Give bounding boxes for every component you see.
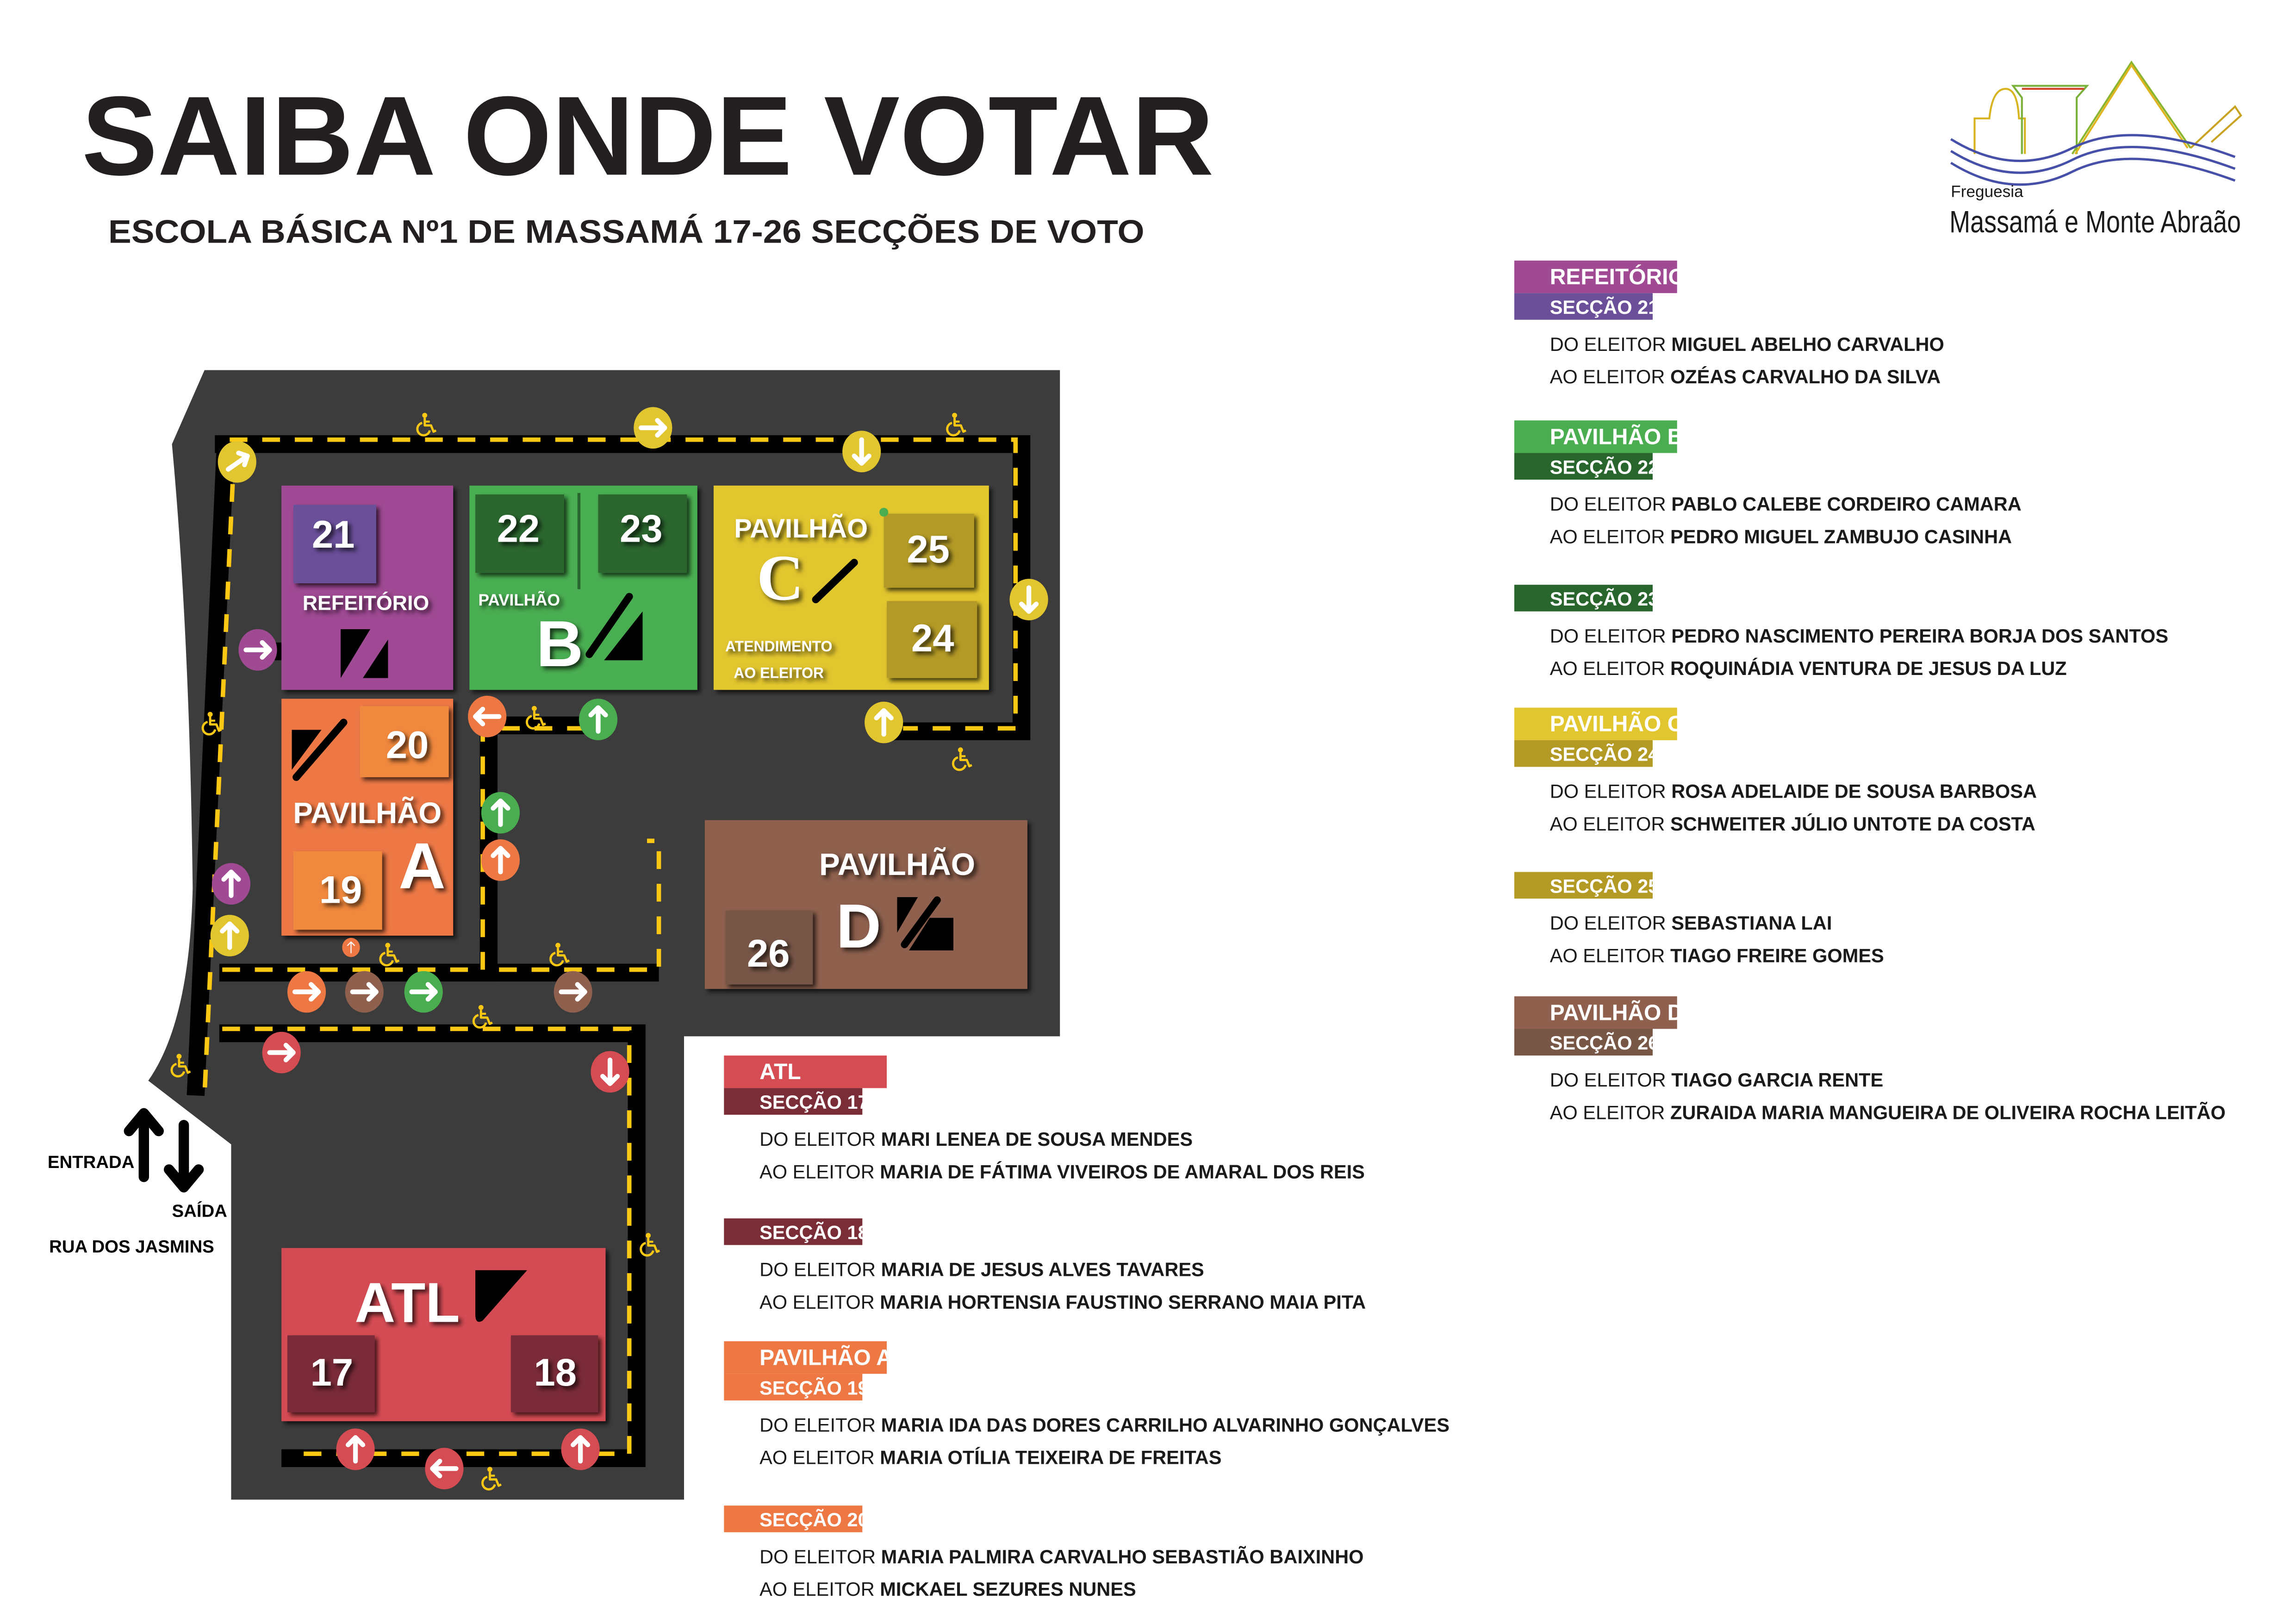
legend-to bbox=[759, 1447, 1221, 1468]
exit-arrow-down-icon bbox=[169, 1125, 199, 1187]
logo-line1: Freguesia bbox=[1951, 182, 2023, 201]
atl-label: ATL bbox=[355, 1271, 460, 1334]
arrow-up-icon bbox=[211, 915, 249, 956]
legend-from bbox=[1550, 781, 2037, 802]
room-17: 17 bbox=[310, 1351, 354, 1394]
arrow-right-icon bbox=[634, 407, 672, 449]
legend-section: SECÇÃO 26 CN bbox=[1549, 1032, 1692, 1054]
legend-from bbox=[1550, 1069, 1884, 1091]
arrow-right-icon bbox=[238, 629, 277, 671]
to-name: ZURAIDA MARIA MANGUEIRA DE OLIVEIRA ROCHA LEITÃO bbox=[1670, 1101, 2226, 1124]
from-name: ROSA ADELAIDE DE SOUSA BARBOSA bbox=[1671, 780, 2037, 802]
arrow-right-icon bbox=[287, 971, 326, 1013]
room-19: 19 bbox=[319, 868, 362, 912]
legend-section: SECÇÃO 22 bbox=[1549, 456, 1659, 478]
from-name: MARIA IDA DAS DORES CARRILHO ALVARINHO GONÇALVES bbox=[881, 1414, 1450, 1436]
building-refeitorio[interactable] bbox=[281, 486, 453, 690]
legend-section: SECÇÃO 18 bbox=[759, 1221, 869, 1243]
arrow-right-icon bbox=[345, 971, 384, 1013]
from-name: MARIA DE JESUS ALVES TAVARES bbox=[881, 1258, 1204, 1280]
to-prefix: AO ELEITOR bbox=[1549, 366, 1670, 388]
pavilhao-a-letter: A bbox=[398, 829, 446, 902]
from-prefix: DO ELEITOR bbox=[1549, 1069, 1672, 1091]
legend-from bbox=[759, 1259, 1204, 1280]
room-24: 24 bbox=[911, 617, 954, 660]
room-20: 20 bbox=[386, 723, 429, 767]
legend-building: PAVILHÃO C bbox=[1549, 712, 1684, 737]
legend-to bbox=[1550, 1102, 2226, 1124]
arrow-up-right-icon bbox=[218, 441, 256, 483]
room-22: 22 bbox=[497, 507, 540, 550]
from-prefix: DO ELEITOR bbox=[1549, 912, 1672, 934]
from-name: TIAGO GARCIA RENTE bbox=[1671, 1069, 1884, 1091]
room-23: 23 bbox=[620, 507, 663, 550]
legend-to bbox=[1550, 366, 1941, 387]
arrow-left-icon bbox=[425, 1448, 463, 1489]
legend-entry bbox=[1514, 708, 2037, 835]
legend-from bbox=[1550, 625, 2168, 647]
legend-entry bbox=[1514, 585, 2168, 679]
legend-to bbox=[759, 1578, 1136, 1600]
from-prefix: DO ELEITOR bbox=[1549, 780, 1672, 802]
to-name: OZÉAS CARVALHO DA SILVA bbox=[1670, 366, 1941, 388]
from-name: MARI LENEA DE SOUSA MENDES bbox=[881, 1128, 1193, 1150]
from-prefix: DO ELEITOR bbox=[759, 1258, 881, 1280]
to-name: MICKAEL SEZURES NUNES bbox=[880, 1578, 1136, 1600]
page-title: SAIBA ONDE VOTAR bbox=[81, 73, 1214, 199]
legend-entry bbox=[1514, 420, 2022, 547]
legend-section: SECÇÃO 24 bbox=[1549, 743, 1659, 765]
entrance bbox=[48, 1113, 227, 1257]
from-prefix: DO ELEITOR bbox=[759, 1414, 881, 1436]
to-prefix: AO ELEITOR bbox=[1549, 657, 1670, 680]
room-18: 18 bbox=[534, 1351, 577, 1394]
legend-from bbox=[1550, 912, 1832, 934]
legend-section: SECÇÃO 23 bbox=[1549, 587, 1659, 610]
legend-to bbox=[1550, 813, 2035, 835]
building-pavilhao-b[interactable] bbox=[469, 486, 697, 690]
legend-from bbox=[1550, 493, 2022, 515]
page-subtitle: ESCOLA BÁSICA Nº1 DE MASSAMÁ 17-26 SECÇÕES DE VOTO bbox=[108, 213, 1145, 250]
logo-line2: Massamá e Monte Abraão bbox=[1949, 205, 2241, 240]
to-name: SCHWEITER JÚLIO UNTOTE DA COSTA bbox=[1670, 812, 2035, 835]
from-prefix: DO ELEITOR bbox=[1549, 625, 1672, 647]
legend-entry bbox=[724, 1218, 1366, 1313]
from-name: MARIA PALMIRA CARVALHO SEBASTIÃO BAIXINHO bbox=[881, 1545, 1364, 1568]
legend-entry bbox=[724, 1341, 1450, 1468]
legend-building: ATL bbox=[759, 1060, 801, 1085]
arrow-up-icon bbox=[865, 702, 903, 743]
to-prefix: AO ELEITOR bbox=[1549, 944, 1670, 967]
saida-label: SAÍDA bbox=[172, 1201, 227, 1221]
pavilhao-c-word: PAVILHÃO bbox=[734, 513, 868, 543]
arrow-left-icon bbox=[468, 696, 506, 737]
street-label: RUA DOS JASMINS bbox=[49, 1237, 214, 1257]
room-21: 21 bbox=[311, 513, 355, 556]
legend-to bbox=[1550, 945, 1884, 967]
pavilhao-a-word: PAVILHÃO bbox=[293, 796, 442, 830]
to-name: MARIA HORTENSIA FAUSTINO SERRANO MAIA PITA bbox=[880, 1291, 1366, 1313]
from-name: SEBASTIANA LAI bbox=[1671, 912, 1832, 934]
room-26: 26 bbox=[747, 932, 790, 975]
to-prefix: AO ELEITOR bbox=[1549, 525, 1670, 548]
legend-building: PAVILHÃO A bbox=[759, 1345, 892, 1370]
arrow-up-icon bbox=[336, 1429, 375, 1470]
arrow-up-icon bbox=[579, 699, 617, 740]
legend-entry bbox=[1514, 996, 2226, 1123]
legend-section: SECÇÃO 25 bbox=[1549, 875, 1659, 897]
to-prefix: AO ELEITOR bbox=[759, 1446, 880, 1468]
to-prefix: AO ELEITOR bbox=[759, 1161, 880, 1183]
legend-building: PAVILHÃO D bbox=[1549, 1000, 1684, 1025]
to-prefix: AO ELEITOR bbox=[759, 1578, 880, 1600]
from-name: PEDRO NASCIMENTO PEREIRA BORJA DOS SANTOS bbox=[1671, 625, 2169, 647]
legend-to bbox=[1550, 657, 2067, 679]
legend-entry bbox=[1514, 261, 1944, 387]
pavilhao-c-letter: C bbox=[757, 542, 804, 614]
legend-entry bbox=[724, 1056, 1365, 1182]
legend-building: REFEITÓRIO bbox=[1549, 264, 1686, 289]
arrow-down-icon bbox=[842, 431, 881, 472]
to-prefix: AO ELEITOR bbox=[1549, 1101, 1670, 1124]
legend-section: SECÇÃO 17 bbox=[759, 1091, 869, 1113]
arrow-up-icon bbox=[561, 1429, 600, 1470]
arrow-right-icon bbox=[404, 971, 443, 1013]
to-prefix: AO ELEITOR bbox=[1549, 812, 1670, 835]
arrow-down-icon bbox=[591, 1051, 629, 1093]
building-pavilhao-d[interactable] bbox=[705, 820, 1027, 989]
from-prefix: DO ELEITOR bbox=[759, 1545, 881, 1568]
arrow-up-icon bbox=[342, 938, 360, 957]
pavilhao-b-letter: B bbox=[536, 607, 584, 681]
arrow-right-icon bbox=[262, 1032, 301, 1074]
to-name: PEDRO MIGUEL ZAMBUJO CASINHA bbox=[1670, 525, 2012, 548]
atendimento-label: ATENDIMENTO bbox=[725, 638, 833, 655]
from-prefix: DO ELEITOR bbox=[759, 1128, 881, 1150]
arrow-up-icon bbox=[212, 863, 250, 905]
legend-entry bbox=[724, 1505, 1363, 1600]
legend-from bbox=[759, 1546, 1363, 1568]
building-pavilhao-c[interactable] bbox=[714, 486, 989, 690]
legend-entry bbox=[1514, 872, 1884, 967]
legend-section: SECÇÃO 21 bbox=[1549, 296, 1659, 318]
legend-section: SECÇÃO 20 bbox=[759, 1508, 869, 1530]
freguesia-logo bbox=[1949, 62, 2241, 239]
from-prefix: DO ELEITOR bbox=[1549, 493, 1672, 515]
to-name: TIAGO FREIRE GOMES bbox=[1670, 944, 1884, 967]
pavilhao-b-word: PAVILHÃO bbox=[478, 591, 560, 609]
to-prefix: AO ELEITOR bbox=[759, 1291, 880, 1313]
room-25: 25 bbox=[907, 528, 950, 571]
ao-eleitor-label: AO ELEITOR bbox=[734, 664, 824, 681]
legend-to bbox=[759, 1161, 1365, 1182]
arrow-down-icon bbox=[1010, 579, 1048, 620]
building-refeitorio-label: REFEITÓRIO bbox=[302, 591, 429, 615]
legend-to bbox=[1550, 526, 2012, 548]
legend-from bbox=[759, 1414, 1450, 1436]
arrow-up-icon bbox=[481, 792, 520, 834]
from-prefix: DO ELEITOR bbox=[1549, 333, 1672, 355]
pavilhao-d-letter: D bbox=[836, 891, 881, 961]
legend-right bbox=[1514, 261, 2226, 1124]
from-name: MIGUEL ABELHO CARVALHO bbox=[1671, 333, 1944, 355]
pavilhao-d-word: PAVILHÃO bbox=[819, 847, 975, 882]
arrow-right-icon bbox=[554, 971, 592, 1013]
legend-building: PAVILHÃO B bbox=[1549, 425, 1684, 450]
legend-to bbox=[759, 1291, 1366, 1313]
entrada-label: ENTRADA bbox=[47, 1152, 135, 1173]
building-pavilhao-a[interactable] bbox=[281, 699, 453, 936]
legend-from bbox=[1550, 333, 1944, 355]
legend-from bbox=[759, 1128, 1193, 1150]
from-name: PABLO CALEBE CORDEIRO CAMARA bbox=[1671, 493, 2022, 515]
to-name: ROQUINÁDIA VENTURA DE JESUS DA LUZ bbox=[1670, 657, 2067, 680]
legend-bottom bbox=[724, 1056, 1450, 1600]
building-atl[interactable] bbox=[281, 1248, 605, 1421]
arrow-up-icon bbox=[481, 839, 520, 881]
legend-section: SECÇÃO 19 bbox=[759, 1377, 869, 1399]
to-name: MARIA OTÍLIA TEIXEIRA DE FREITAS bbox=[880, 1446, 1222, 1468]
to-name: MARIA DE FÁTIMA VIVEIROS DE AMARAL DOS REIS bbox=[880, 1161, 1365, 1183]
